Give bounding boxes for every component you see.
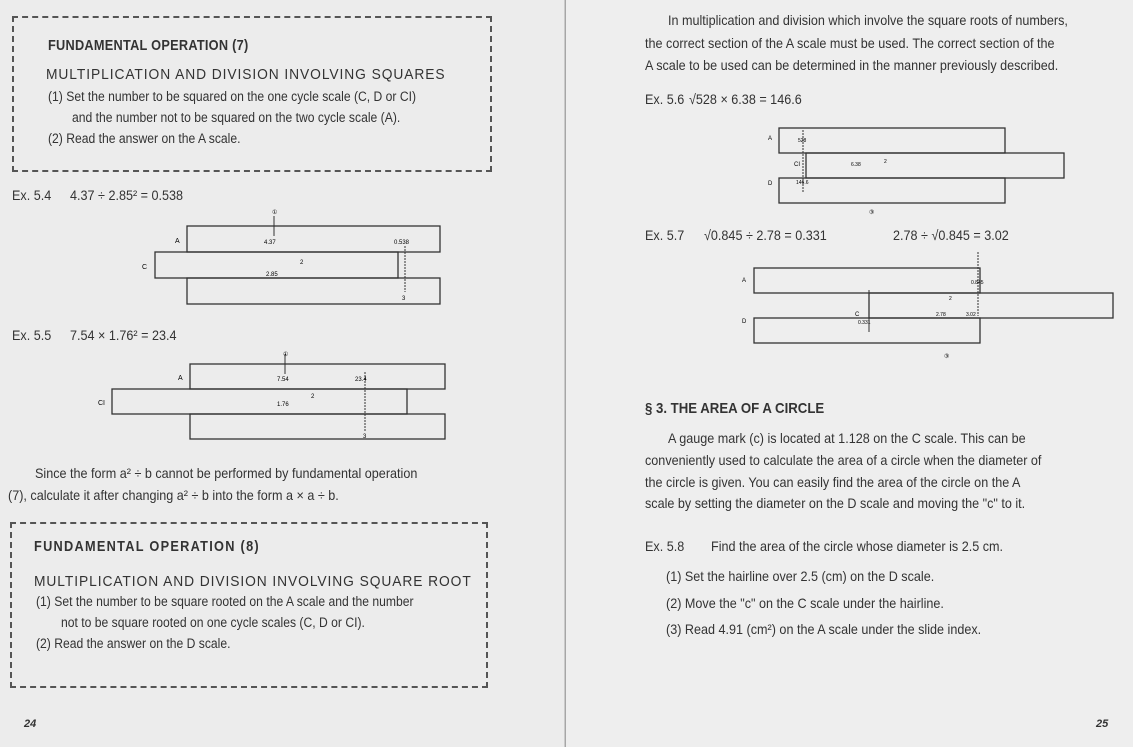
ex54-scale-a: A [175, 238, 180, 245]
intro-line2: the correct section of the A scale must be used. The correct section of the [645, 35, 1055, 51]
ex56-scale-d: D [768, 181, 773, 187]
ex57-mark-2: 2 [949, 296, 952, 302]
ex57-scale-a: A [742, 278, 747, 284]
ex54-mark-2: 2 [300, 260, 304, 266]
ex56-mark-ci: 6.38 [851, 162, 861, 168]
box7-step2: (2) Read the answer on the A scale. [48, 131, 241, 146]
intro-line3: A scale to be used can be determined in the manner previously described. [645, 57, 1059, 73]
ex54-slide-rule-diagram [130, 206, 460, 316]
box8-step1-line1: (1) Set the number to be square rooted on the A scale and the number [36, 594, 414, 609]
ex55-mark-a2: 23.4 [355, 377, 367, 383]
ex54-expression: 4.37 ÷ 2.85² = 0.538 [70, 187, 184, 203]
box8-subtitle: MULTIPLICATION AND DIVISION INVOLVING SQUARE ROOT [34, 573, 472, 590]
ex56-slide-rule-diagram [761, 120, 1071, 220]
note-line2: (7), calculate it after changing a² ÷ b into the form a × a ÷ b. [8, 487, 339, 503]
right-page [566, 0, 1133, 747]
ex57-slide-rule-diagram [736, 250, 1116, 365]
ex58-label: Ex. 5.8 [645, 538, 685, 554]
ex57-mark-c1: 2.78 [936, 312, 946, 318]
ex58-question: Find the area of the circle whose diameter is 2.5 cm. [711, 538, 1004, 554]
ex54-a-scale-bar [187, 226, 440, 252]
note-line1: Since the form a² ÷ b cannot be performed by fundamental operation [35, 465, 418, 481]
ex56-scale-a: A [768, 136, 773, 142]
ex57-scale-c: C [855, 312, 860, 318]
area-line3: the circle is given. You can easily find the area of the circle on the A [645, 474, 1021, 490]
ex58-step2: (2) Move the "c" on the C scale under the hairline. [666, 595, 944, 611]
ex57-expression-1: √0.845 ÷ 2.78 = 0.331 [704, 227, 827, 243]
ex54-mark-3: 3 [402, 296, 406, 302]
ex58-step1: (1) Set the hairline over 2.5 (cm) on the D scale. [666, 568, 935, 584]
ex54-mark-a2: 0.538 [394, 240, 410, 246]
box7-subtitle: MULTIPLICATION AND DIVISION INVOLVING SQUARES [46, 66, 446, 83]
ex57-mark-3: ③ [944, 354, 950, 360]
area-line2: conveniently used to calculate the area of a circle when the diameter of [645, 452, 1042, 468]
page-number-right: 25 [1096, 718, 1109, 730]
ex54-label: Ex. 5.4 [12, 187, 52, 203]
box8-step1-line2: not to be square rooted on one cycle scales (C, D or CI). [61, 615, 365, 630]
ex58-step3: (3) Read 4.91 (cm²) on the A scale under the slide index. [666, 621, 982, 637]
ex56-mark-2: 2 [884, 159, 887, 165]
ex55-a-scale-bar [190, 364, 445, 389]
ex54-mark-top: ① [272, 210, 278, 216]
section-heading: § 3. THE AREA OF A CIRCLE [645, 400, 825, 417]
ex57-label: Ex. 5.7 [645, 227, 685, 243]
ex55-scale-ci: CI [98, 400, 105, 407]
ex55-mark-a1: 7.54 [277, 377, 289, 383]
ex56-scale-ci: CI [794, 162, 800, 168]
ex55-mark-top: ① [283, 352, 289, 358]
ex55-mark-2: 2 [311, 394, 315, 400]
box7-title: FUNDAMENTAL OPERATION (7) [48, 37, 249, 54]
ex55-d-scale-bar [190, 414, 445, 439]
left-page [0, 0, 566, 747]
box8-step2: (2) Read the answer on the D scale. [36, 636, 231, 651]
box7-step1-line2: and the number not to be squared on the two cycle scale (A). [72, 110, 401, 125]
ex56-mark-a: 528 [798, 138, 807, 144]
ex56-mark-3: ③ [869, 210, 875, 216]
area-line4: scale by setting the diameter on the D scale and moving the "c" to it. [645, 495, 1026, 511]
ex55-mark-ci: 1.76 [277, 402, 289, 408]
ex57-expression-2: 2.78 ÷ √0.845 = 3.02 [893, 227, 1009, 243]
ex55-mark-3: 3 [363, 434, 367, 440]
ex55-slide-rule-diagram [95, 350, 455, 450]
ex57-scale-d: D [742, 319, 747, 325]
ex54-mark-c: 2.85 [266, 272, 278, 278]
ex57-slide-bar [869, 293, 1113, 318]
ex57-mark-d: 0.331 [858, 320, 871, 326]
ex54-mark-a1: 4.37 [264, 240, 276, 246]
area-line1: A gauge mark (c) is located at 1.128 on the C scale. This can be [668, 430, 1026, 446]
ex56-d-scale-bar [779, 178, 1005, 203]
ex56-expression: √528 × 6.38 = 146.6 [689, 91, 802, 107]
ex56-slide-bar [806, 153, 1064, 178]
box8-title: FUNDAMENTAL OPERATION (8) [34, 538, 260, 555]
ex55-slide-bar [112, 389, 407, 414]
box7-step1-line1: (1) Set the number to be squared on the one cycle scale (C, D or CI) [48, 89, 417, 104]
ex55-label: Ex. 5.5 [12, 327, 52, 343]
intro-line1: In multiplication and division which involve the square roots of numbers, [668, 12, 1068, 28]
ex54-scale-c: C [142, 264, 148, 271]
ex56-a-scale-bar [779, 128, 1005, 153]
ex57-mark-a: 0.845 [971, 280, 984, 286]
ex57-mark-c2: 3.02 [966, 312, 976, 318]
ex55-scale-a: A [178, 375, 183, 382]
ex56-label: Ex. 5.6 [645, 91, 685, 107]
ex55-expression: 7.54 × 1.76² = 23.4 [70, 327, 177, 343]
page-number-left: 24 [24, 718, 37, 730]
ex56-mark-d: 146.6 [796, 180, 809, 186]
ex57-a-scale-bar [754, 268, 980, 293]
